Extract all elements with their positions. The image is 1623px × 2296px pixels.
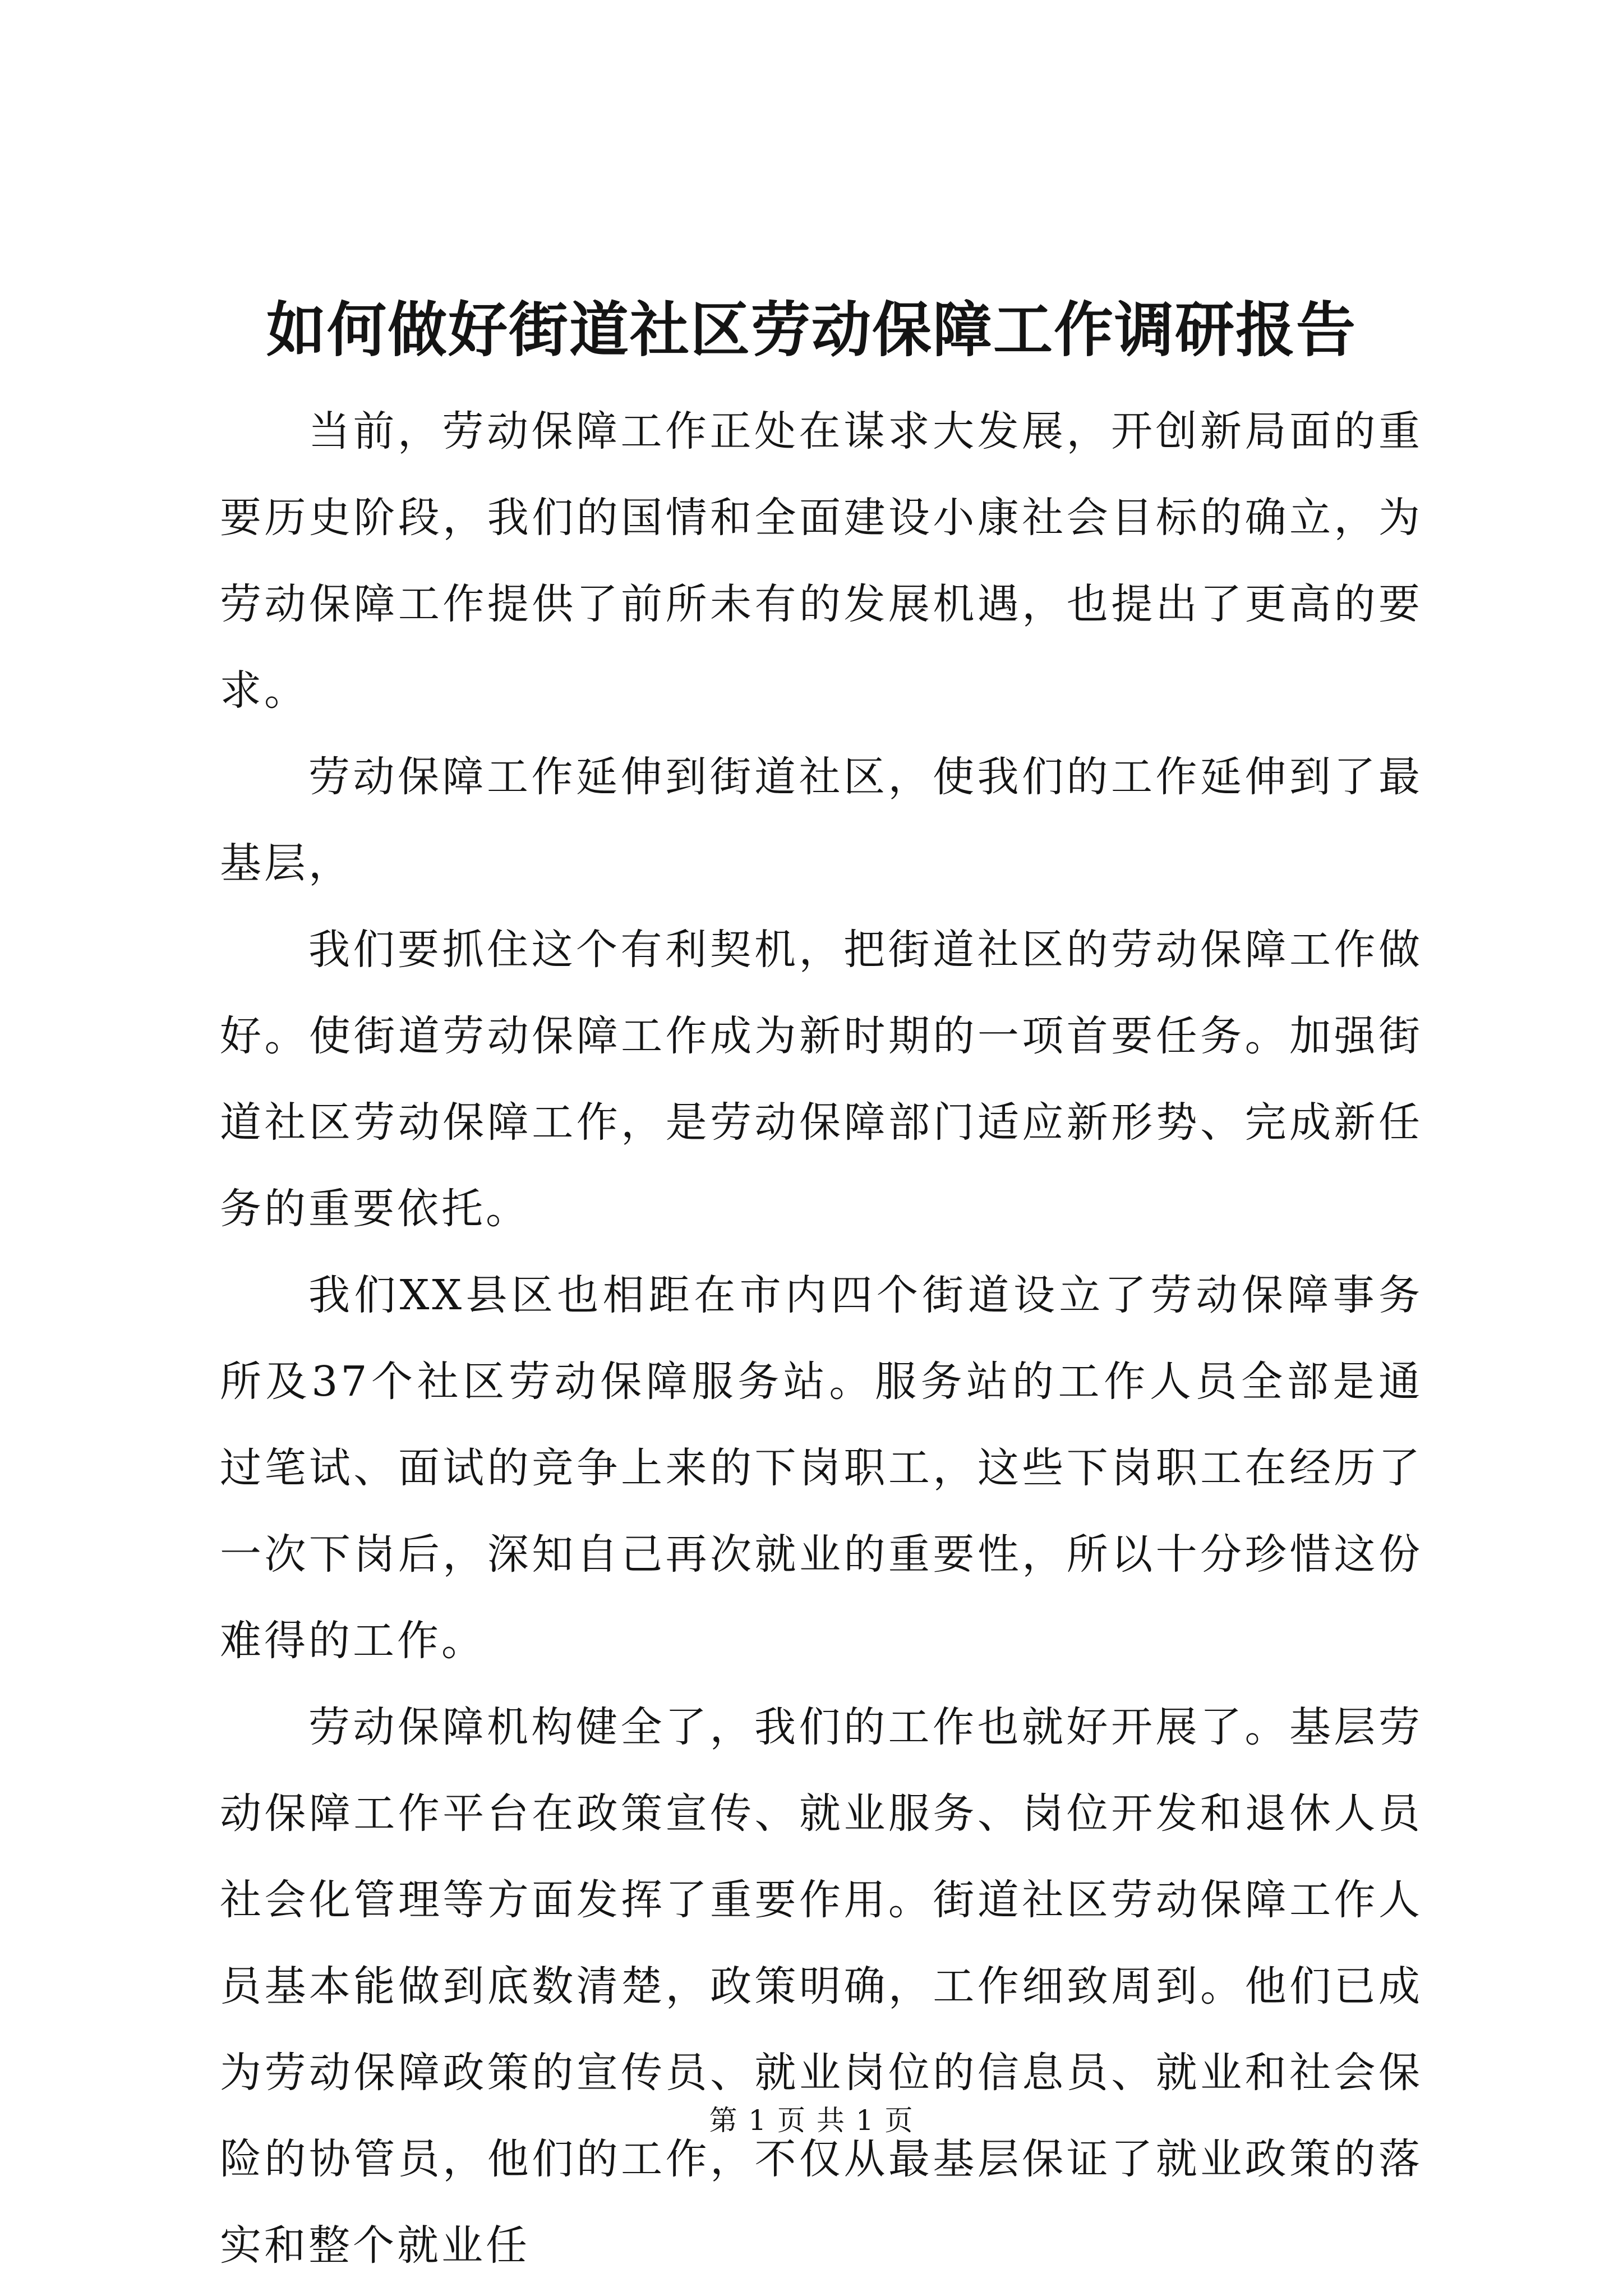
document-body bbox=[220, 388, 1423, 2289]
paragraph-5: 劳动保障机构健全了，我们的工作也就好开展了。基层劳动保障工作平台在政策宣传、就业服务、岗位开发和退休人员社会化管理等方面发挥了重要作用。街道社区劳动保障工作人员基本能做到底数清楚，政策明确，工作细致周到。他们已成为劳动保障政策的宣传员、就业岗位的信息员、就业和社会保险的协管员，他们的工作，不仅从最基层保证了就业政策的落实和整个就业任 bbox=[220, 1703, 1423, 2270]
paragraph-4: 我们XX县区也相距在市内四个街道设立了劳动保障事务所及37个社区劳动保障服务站。服务站的工作人员全部是通过笔试、面试的竞争上来的下岗职工，这些下岗职工在经历了一次下岗后，深知自己再次就业的重要性，所以十分珍惜这份难得的工作。 bbox=[220, 1271, 1423, 1665]
page-number-footer: 第 1 页 共 1 页 bbox=[709, 2104, 914, 2137]
document-title: 如何做好街道社区劳动保障工作调研报告 bbox=[266, 295, 1357, 365]
paragraph-2: 劳动保障工作延伸到街道社区，使我们的工作延伸到了最基层， bbox=[220, 753, 1423, 887]
paragraph-3: 我们要抓住这个有利契机，把街道社区的劳动保障工作做好。使街道劳动保障工作成为新时期的一项首要任务。加强街道社区劳动保障工作，是劳动保障部门适应新形势、完成新任务的重要依托。 bbox=[220, 926, 1423, 1233]
paragraph-1: 当前，劳动保障工作正处在谋求大发展，开创新局面的重要历史阶段，我们的国情和全面建设小康社会目标的确立，为劳动保障工作提供了前所未有的发展机遇，也提出了更高的要求。 bbox=[220, 407, 1423, 715]
